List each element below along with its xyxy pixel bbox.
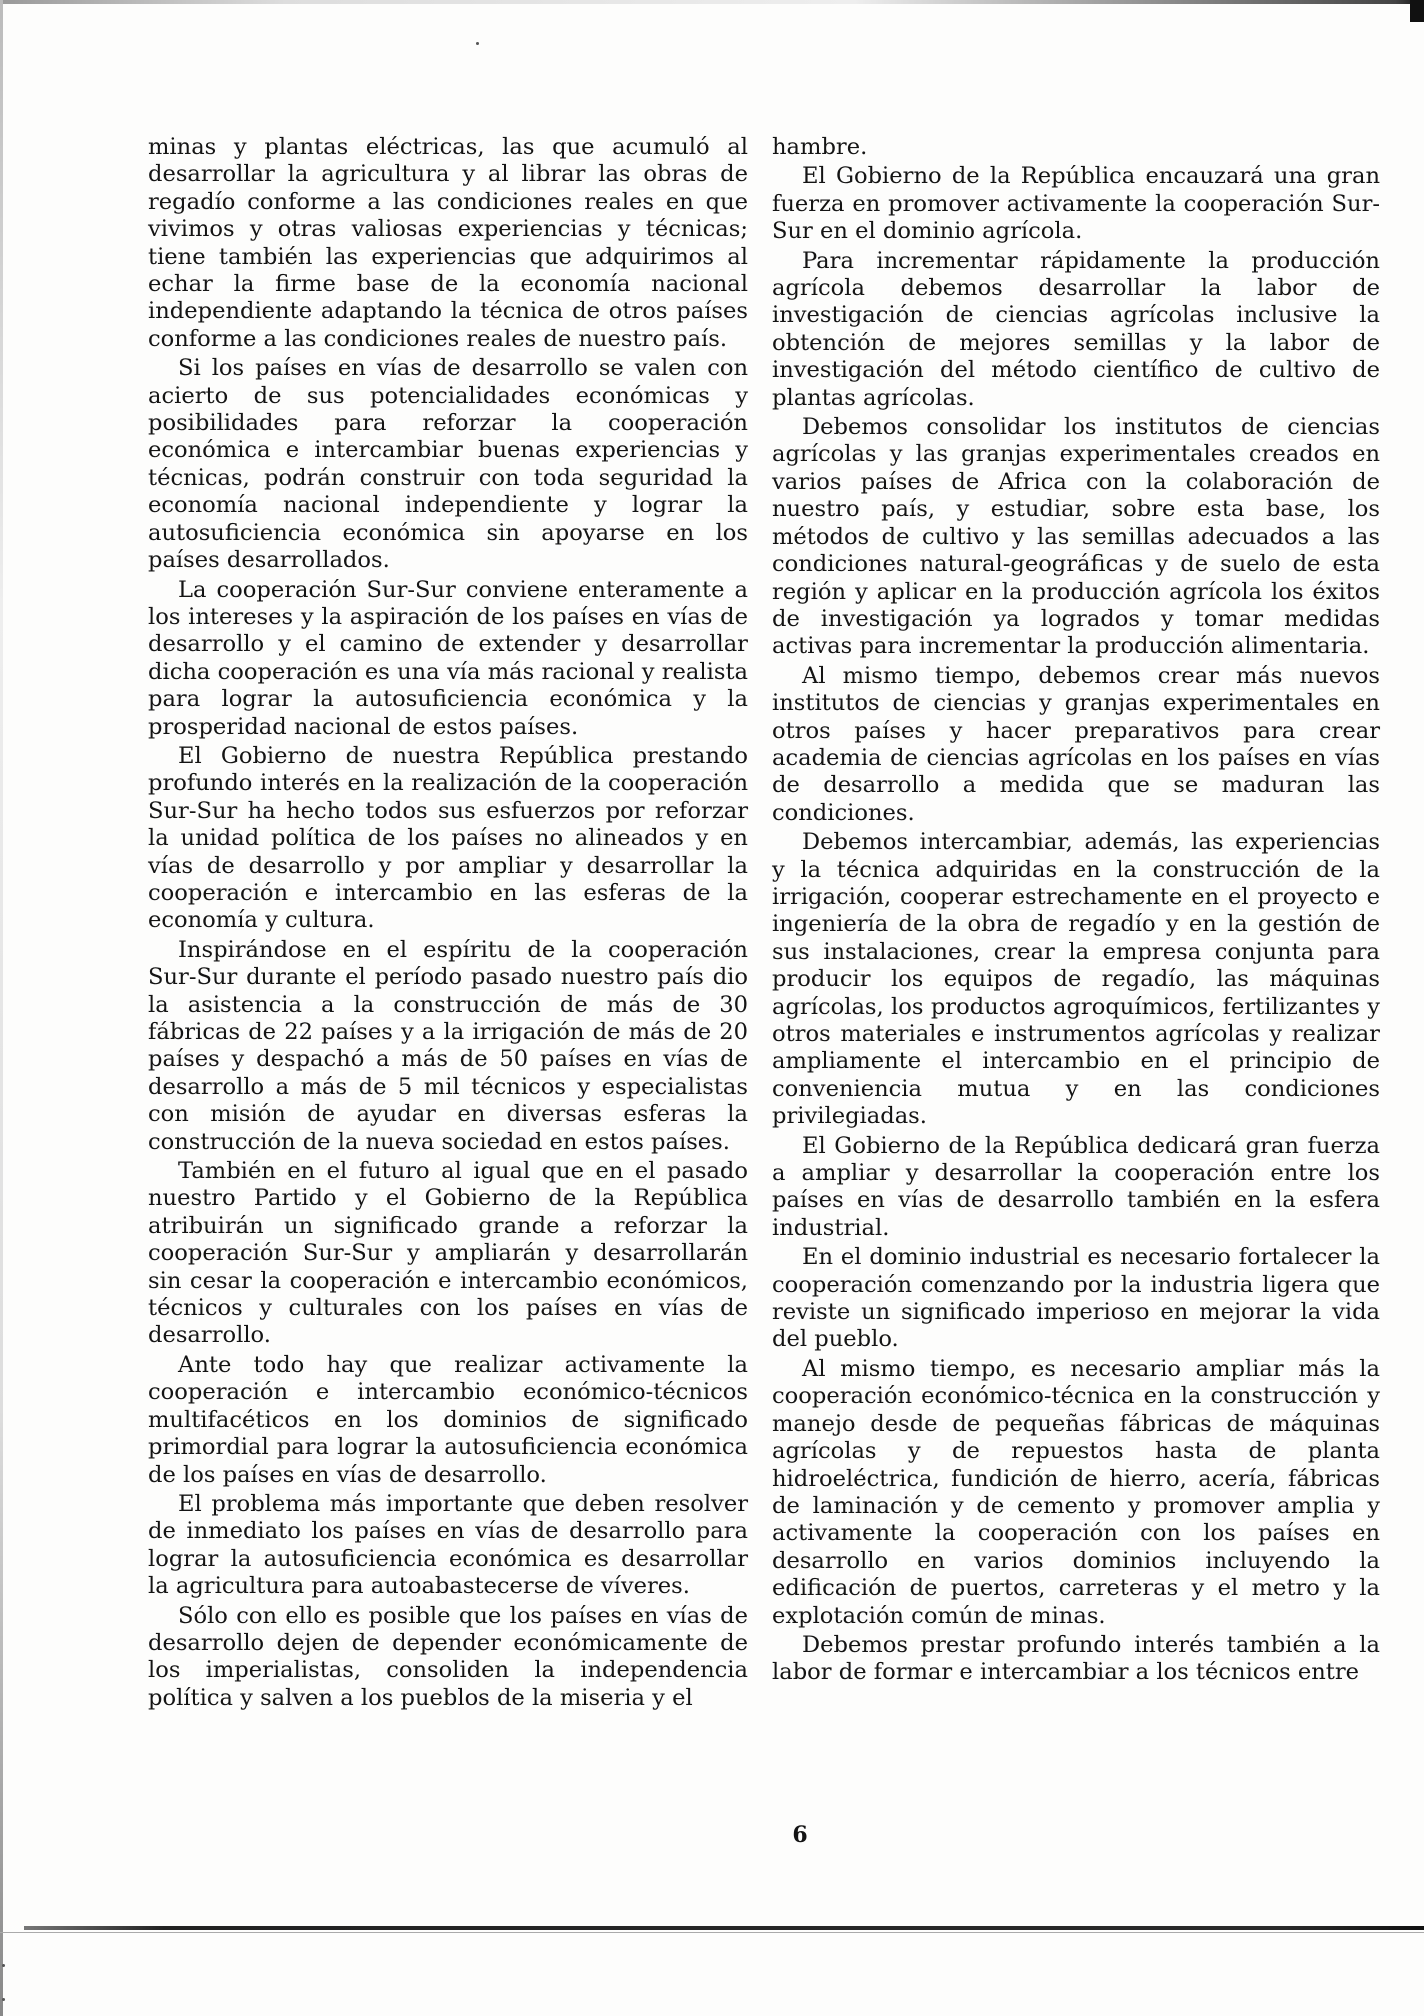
paragraph: El problema más importante que deben resolver de inmediato los países en vías de desarrollo para lograr la autosuficiencia económica es desarrollar la agricultura para autoabastecerse de víveres.: [148, 1490, 748, 1600]
page-number: 6: [792, 1822, 808, 1848]
paragraph: Debemos intercambiar, además, las experiencias y la técnica adquiridas en la construcción de la irrigación, cooperar estrechamente en el proyecto e ingeniería de la obra de regadío y en la gestión de sus instalaciones, crear la empresa conjunta para producir los equipos de regadío, las máquinas agrícolas, los productos agroquímicos, fertilizantes y otros materiales e instrumentos agrícolas y realizar ampliamente el intercambio en el principio de conveniencia mutua y en las condiciones privilegiadas.: [772, 829, 1380, 1130]
paragraph: Debemos prestar profundo interés también a la labor de formar e intercambiar a los técnicos entre: [772, 1631, 1380, 1686]
paragraph: Debemos consolidar los institutos de ciencias agrícolas y las granjas experimentales creados en varios países de Africa con la colaboración de nuestro país, y estudiar, sobre esta base, los métodos de cultivo y las semillas adecuados a las condiciones natural-geográficas y de suelo de esta región y aplicar en la producción agrícola los éxitos de investigación ya logrados y tomar medidas activas para incrementar la producción alimentaria.: [772, 414, 1380, 660]
paragraph: Al mismo tiempo, es necesario ampliar más la cooperación económico-técnica en la construcción y manejo desde de pequeñas fábricas de máquinas agrícolas y de repuestos hasta de planta hidroeléctrica, fundición de hierro, acería, fábricas de laminación y de cemento y promover amplia y activamente la cooperación con los países en desarrollo en varios dominios incluyendo la edificación de puertos, carreteras y el metro y la explotación común de minas.: [772, 1355, 1380, 1629]
paragraph: El Gobierno de nuestra República prestando profundo interés en la realización de la cooperación Sur-Sur ha hecho todos sus esfuerzos por reforzar la unidad política de los países no alineados y en vías de desarrollo y por ampliar y desarrollar la cooperación e intercambio en las esferas de la economía y cultura.: [148, 742, 748, 934]
paragraph: También en el futuro al igual que en el pasado nuestro Partido y el Gobierno de la República atribuirán un significado grande a reforzar la cooperación Sur-Sur y ampliarán y desarrollarán sin cesar la cooperación e intercambio económicos, técnicos y culturales con los países en vías de desarrollo.: [148, 1158, 748, 1349]
scan-left-edge: [0, 0, 3, 2016]
scan-speck: [2, 1964, 5, 1967]
paragraph: En el dominio industrial es necesario fortalecer la cooperación comenzando por la industria ligera que reviste un significado imperioso en mejorar la vida del pueblo.: [772, 1244, 1380, 1353]
paragraph: hambre.: [772, 134, 868, 160]
paragraph: Para incrementar rápidamente la producción agrícola debemos desarrollar la labor de investigación de ciencias agrícolas inclusive la obtención de mejores semillas y la labor de investigación del método científico de cultivo de plantas agrícolas.: [772, 247, 1380, 411]
paragraph: Al mismo tiempo, debemos crear más nuevos institutos de ciencias y granjas experimentales en otros países y hacer preparativos para crear academia de ciencias agrícolas en los países en vías de desarrollo a medida que se maduran las condiciones.: [772, 662, 1380, 826]
scan-top-edge: [0, 0, 1424, 4]
scan-speck: [2, 1998, 5, 2001]
paragraph: Sólo con ello es posible que los países en vías de desarrollo dejen de depender económicamente de los imperialistas, consoliden la independencia política y salven a los pueblos de la miseria y el: [148, 1602, 748, 1711]
scan-corner-mark: [1410, 0, 1424, 22]
paragraph: La cooperación Sur-Sur conviene enteramente a los intereses y la aspiración de los países en vías de desarrollo y el camino de extender y desarrollar dicha cooperación es una vía más racional y realista para lograr la autosuficiencia económica y la prosperidad nacional de estos países.: [148, 576, 748, 740]
footer-rule-thin: [0, 1932, 1424, 1933]
paragraph: Si los países en vías de desarrollo se valen con acierto de sus potencialidades económicas y posibilidades para reforzar la cooperación económica e intercambiar buenas experiencias y técnicas, podrán construir con toda seguridad la economía nacional independiente y lograr la autosuficiencia económica sin apoyarse en los países desarrollados.: [148, 355, 748, 574]
right-text-column: [772, 134, 1380, 1689]
footer-rule: [24, 1926, 1424, 1930]
paragraph: El Gobierno de la República dedicará gran fuerza a ampliar y desarrollar la cooperación entre los países en vías de desarrollo también en la esfera industrial.: [772, 1132, 1380, 1241]
left-text-column: [148, 134, 748, 1714]
scan-speck: [476, 42, 479, 45]
paragraph: Inspirándose en el espíritu de la cooperación Sur-Sur durante el período pasado nuestro país dio la asistencia a la construcción de más de 30 fábricas de 22 países y a la irrigación de más de 20 países y despachó a más de 50 países en vías de desarrollo a más de 5 mil técnicos y especialistas con misión de ayudar en diversas esferas la construcción de la nueva sociedad en estos países.: [148, 936, 748, 1155]
paragraph: Ante todo hay que realizar activamente la cooperación e intercambio económico-técnicos multifacéticos en los dominios de significado primordial para lograr la autosuficiencia económica de los países en vías de desarrollo.: [148, 1351, 748, 1488]
paragraph: El Gobierno de la República encauzará una gran fuerza en promover activamente la cooperación Sur-Sur en el dominio agrícola.: [772, 163, 1380, 245]
paragraph: minas y plantas eléctricas, las que acumuló al desarrollar la agricultura y al librar las obras de regadío conforme a las condiciones reales en que vivimos y otras valiosas experiencias y técnicas; tiene también las experiencias que adquirimos al echar la firme base de la economía nacional independiente adaptando la técnica de otros países conforme a las condiciones reales de nuestro país.: [148, 134, 748, 352]
